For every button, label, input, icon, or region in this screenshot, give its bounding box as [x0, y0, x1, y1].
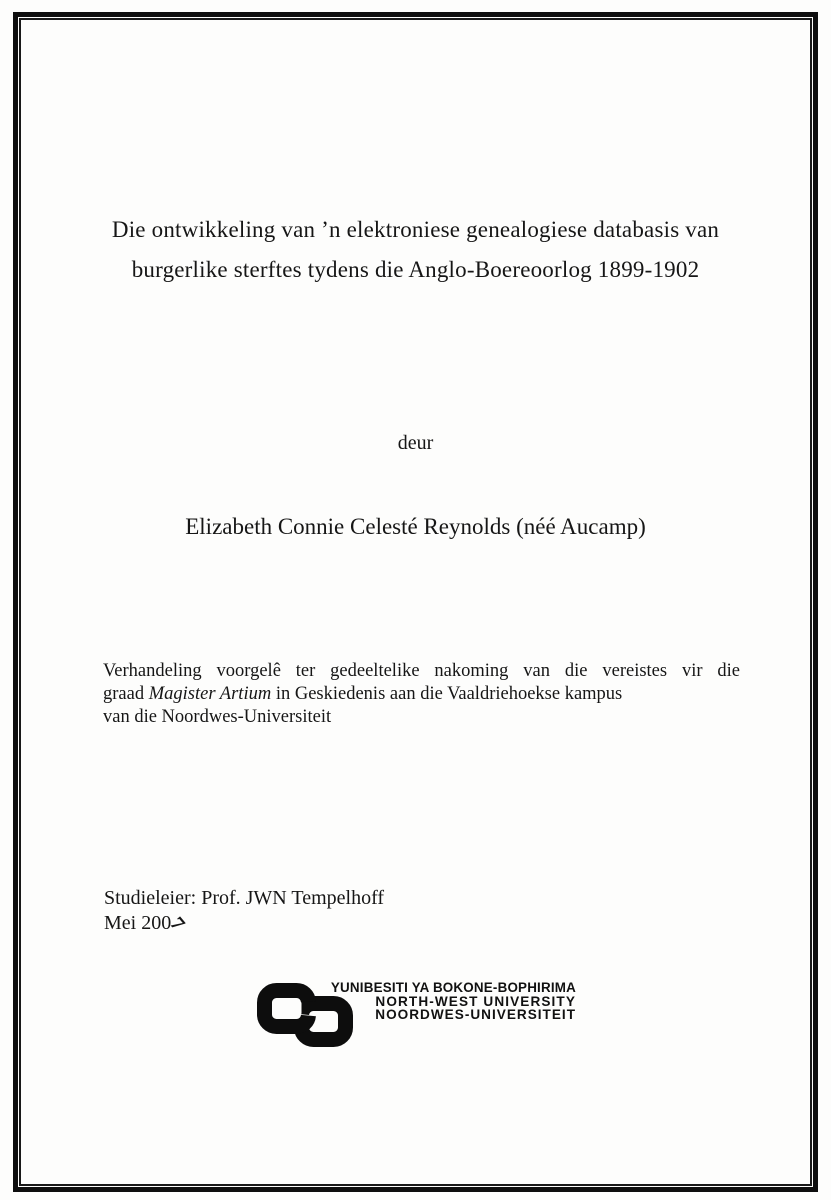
supervisor-block [104, 886, 384, 936]
degree-statement-line2 [103, 683, 740, 706]
nwu-logo-wordmark [331, 981, 576, 1022]
degree-name-italic: Magister Artium [148, 684, 272, 704]
byline-deur: deur [397, 432, 434, 454]
thesis-title-line1: Die ontwikkeling van ’n elektroniese genealogiese databasis van [111, 217, 720, 242]
nwu-logo [257, 978, 577, 1050]
author-name: Elizabeth Connie Celesté Reynolds (néé Aucamp) [185, 514, 646, 539]
supervisor-line: Studieleier: Prof. JWN Tempelhoff [104, 887, 385, 909]
degree-statement-line2-pre: graad [103, 684, 149, 704]
thesis-title-line2: burgerlike sterftes tydens die Anglo-Boereoorlog 1899-1902 [131, 257, 700, 282]
nwu-name-setswana: YUNIBESITI YA BOKONE-BOPHIRIMA [330, 980, 576, 995]
degree-statement [103, 660, 740, 729]
nwu-name-english: NORTH-WEST UNIVERSITY [375, 993, 576, 1009]
date-prefix: Mei 200 [104, 912, 172, 934]
date-last-digit: 7 [165, 912, 190, 936]
thesis-title [40, 210, 791, 290]
degree-statement-line1: Verhandeling voorgelê ter gedeeltelike nakoming van die vereistes vir die [103, 661, 740, 681]
nwu-name-afrikaans: NOORDWES-UNIVERSITEIT [375, 1007, 576, 1022]
degree-statement-line3: van die Noordwes-Universiteit [103, 707, 332, 727]
degree-statement-line2-post: in Geskiedenis aan die Vaaldriehoekse kampus [271, 684, 623, 704]
date-line [104, 911, 384, 936]
